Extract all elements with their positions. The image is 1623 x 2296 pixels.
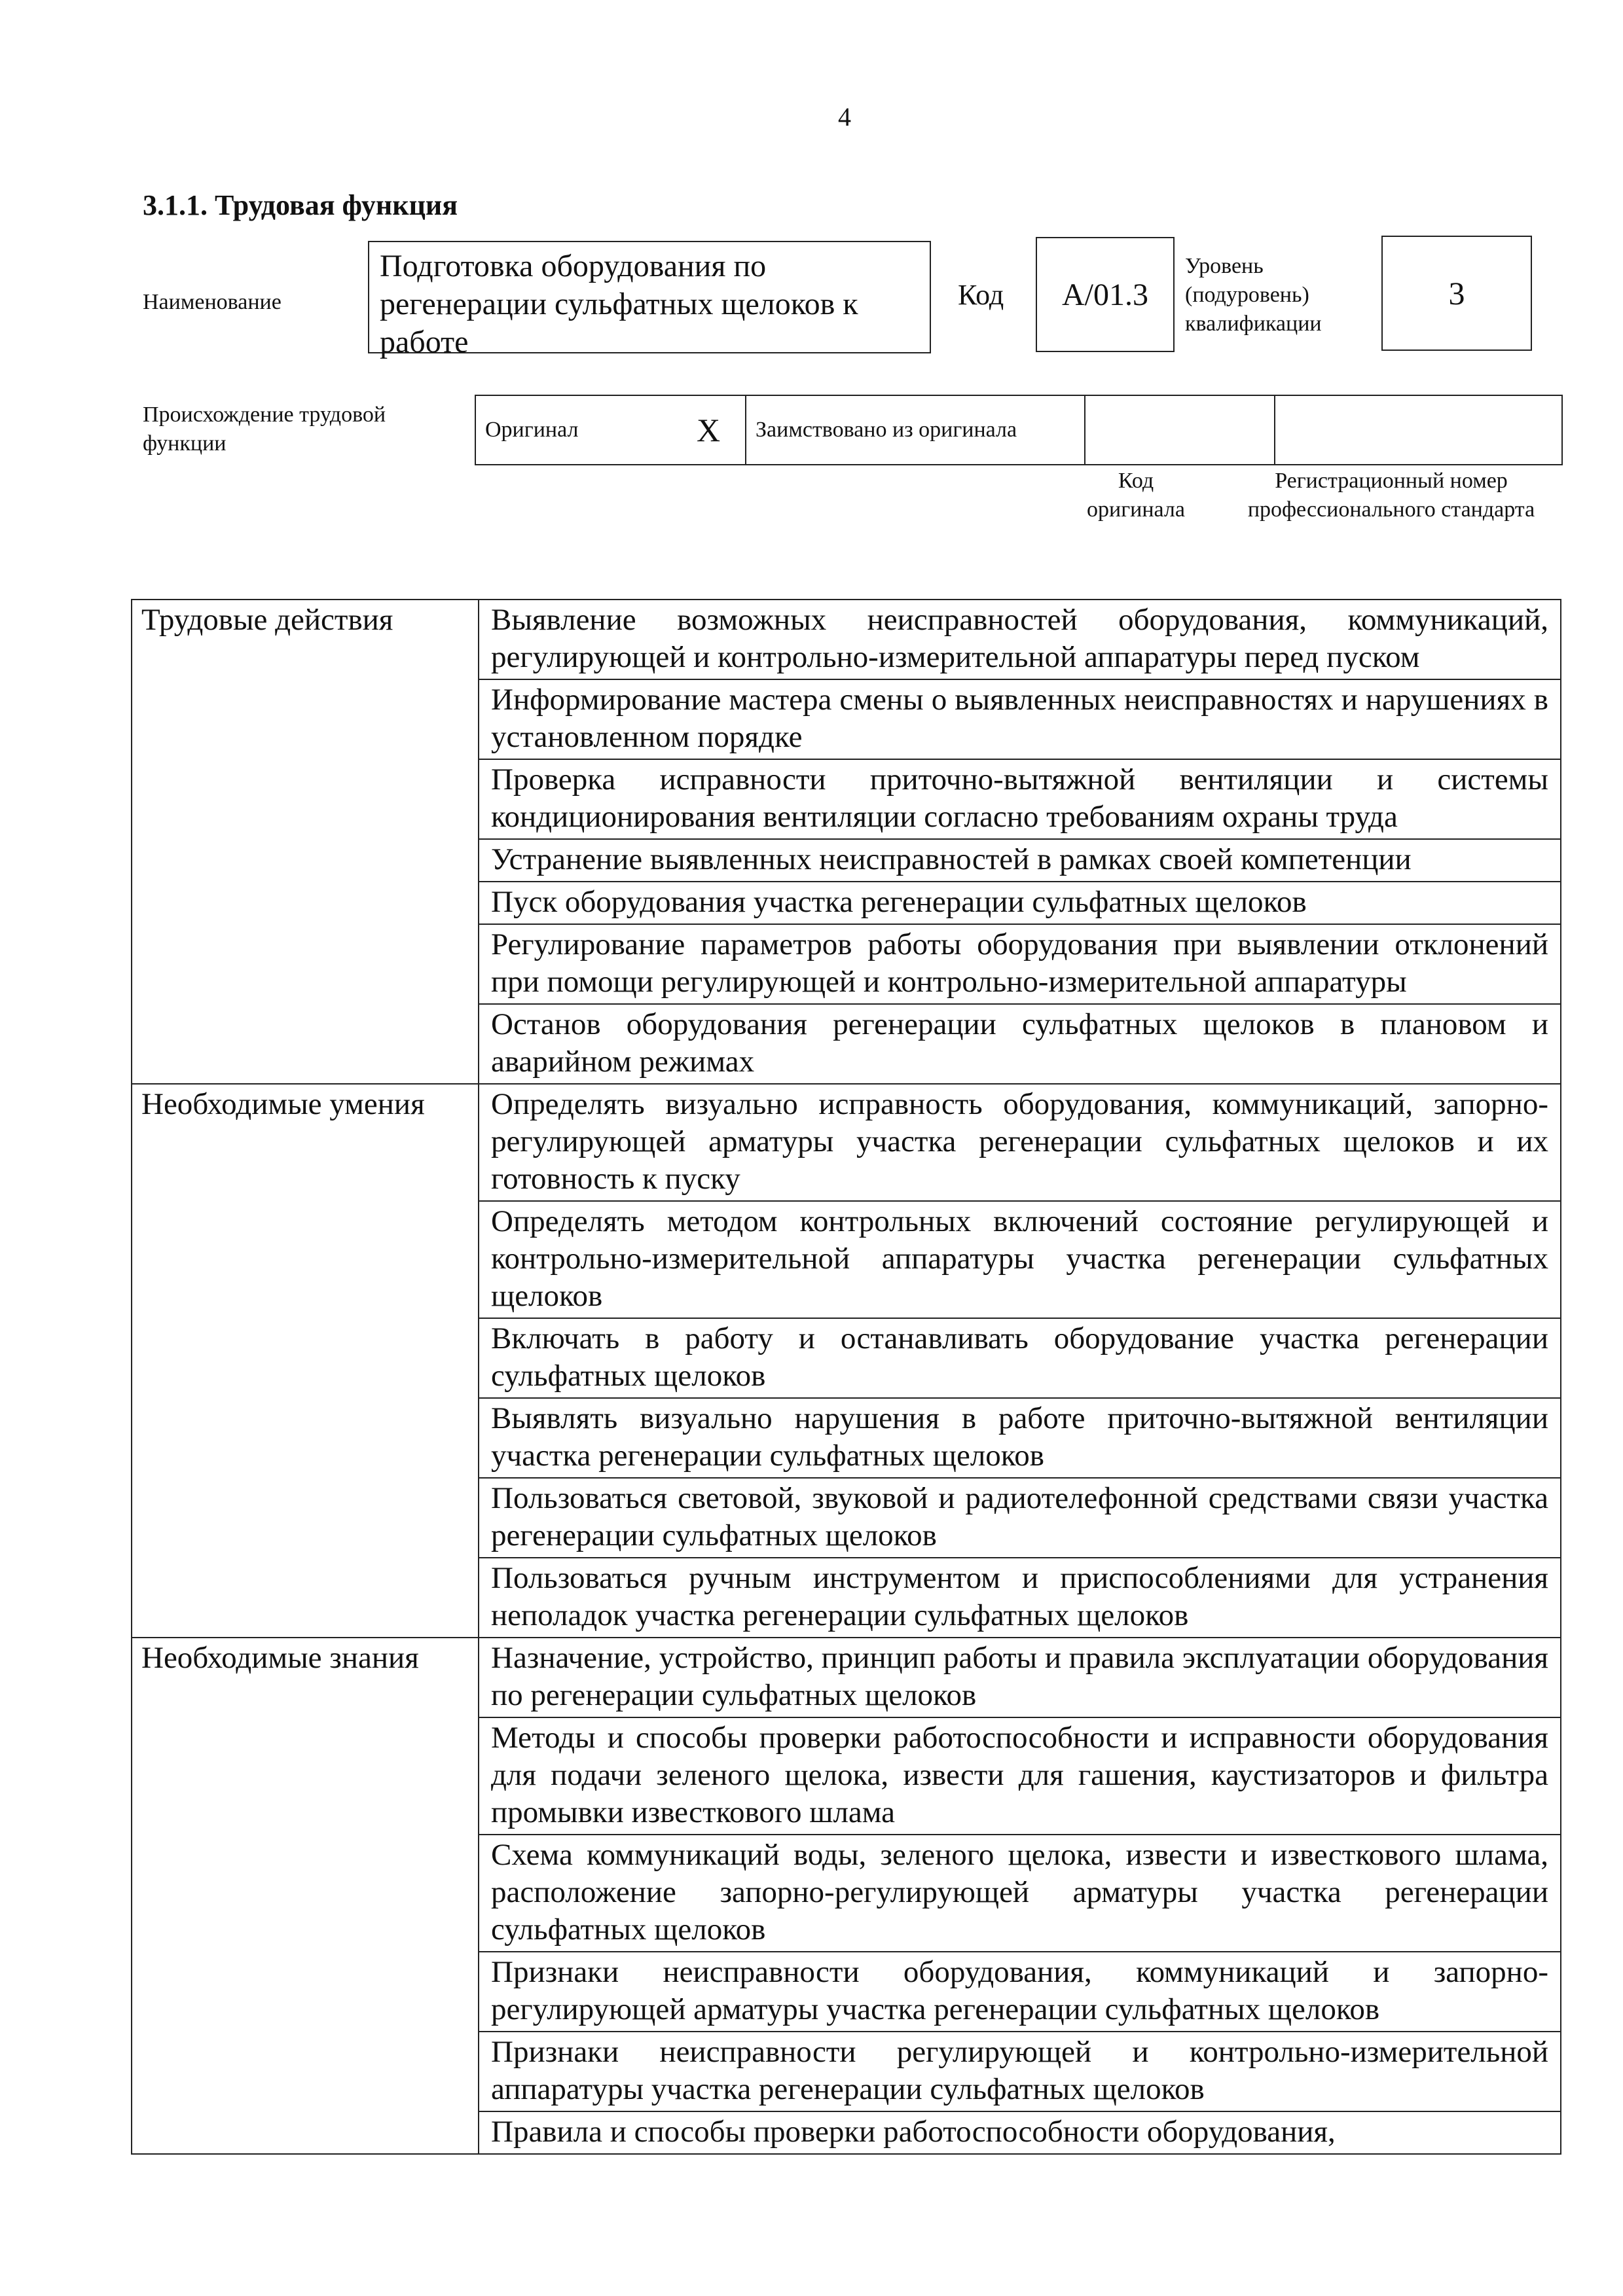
level-label: Уровень (подуровень) квалификации [1185,254,1322,336]
table-item: Устранение выявленных неисправностей в рамках своей компетенции [479,839,1561,882]
section-label: Необходимые умения [132,1084,479,1638]
table-item: Методы и способы проверки работоспособности и исправности оборудования для подачи зеленого щелока, извести для гашения, каустизаторов и фильтра промывки известкового шлама [479,1717,1561,1835]
code-value: A/01.3 [1036,237,1175,352]
section-title: 3.1.1. Трудовая функция [143,189,458,221]
name-value: Подготовка оборудования по регенерации сульфатных щелоков к работе [368,241,931,353]
table-item: Признаки неисправности регулирующей и контрольно-измерительной аппаратуры участка регенерации сульфатных щелоков [479,2032,1561,2111]
code-label: Код [958,279,1004,311]
table-item: Пользоваться ручным инструментом и приспособлениями для устранения неполадок участка регенерации сульфатных щелоков [479,1558,1561,1638]
page-number: 4 [838,102,851,132]
code-caption: Код оригинала [1087,469,1185,522]
table-item: Информирование мастера смены о выявленных неисправностях и нарушениях в установленном порядке [479,679,1561,759]
table-item: Регулирование параметров работы оборудования при выявлении отклонений при помощи регулирующей и контрольно-измерительной аппаратуры [479,924,1561,1004]
origin-table [475,395,1563,465]
reg-caption: Регистрационный номер профессионального стандарта [1247,469,1535,522]
origin-label: Происхождение трудовой функции [143,403,386,456]
table-row [132,600,1561,679]
name-label: Наименование [143,290,282,314]
table-item: Пуск оборудования участка регенерации сульфатных щелоков [479,882,1561,924]
table-item: Выявление возможных неисправностей оборудования, коммуникаций, регулирующей и контрольно-измерительной аппаратуры перед пуском [479,600,1561,679]
table-item: Пользоваться световой, звуковой и радиотелефонной средствами связи участка регенерации сульфатных щелоков [479,1478,1561,1558]
competency-table [131,599,1561,2155]
table-item: Схема коммуникаций воды, зеленого щелока, извести и известкового шлама, расположение запорно-регулирующей арматуры участка регенерации сульфатных щелоков [479,1835,1561,1952]
level-value: 3 [1381,236,1532,351]
table-item: Выявлять визуально нарушения в работе приточно-вытяжной вентиляции участка регенерации сульфатных щелоков [479,1398,1561,1478]
original-mark: X [687,395,746,465]
section-label: Трудовые действия [132,600,479,1084]
table-item: Останов оборудования регенерации сульфатных щелоков в плановом и аварийном режимах [479,1004,1561,1084]
section-label: Необходимые знания [132,1638,479,2154]
table-item: Правила и способы проверки работоспособности оборудования, [479,2111,1561,2154]
table-item: Назначение, устройство, принцип работы и правила эксплуатации оборудования по регенерации сульфатных щелоков [479,1638,1561,1717]
table-item: Определять визуально исправность оборудования, коммуникаций, запорно-регулирующей арматуры участка регенерации сульфатных щелоков и их готовность к пуску [479,1084,1561,1201]
table-item: Включать в работу и останавливать оборудование участка регенерации сульфатных щелоков [479,1318,1561,1398]
table-row [132,1084,1561,1201]
origin-code-cell [1085,395,1275,465]
origin-reg-cell [1275,395,1562,465]
table-row [132,1638,1561,1717]
table-item: Признаки неисправности оборудования, коммуникаций и запорно-регулирующей арматуры участка регенерации сульфатных щелоков [479,1952,1561,2032]
borrowed-label: Заимствовано из оригинала [746,395,1085,465]
table-item: Определять методом контрольных включений состояние регулирующей и контрольно-измерительной аппаратуры участка регенерации сульфатных щелоков [479,1201,1561,1318]
table-item: Проверка исправности приточно-вытяжной вентиляции и системы кондиционирования вентиляции согласно требованиям охраны труда [479,759,1561,839]
original-label: Оригинал [475,395,687,465]
